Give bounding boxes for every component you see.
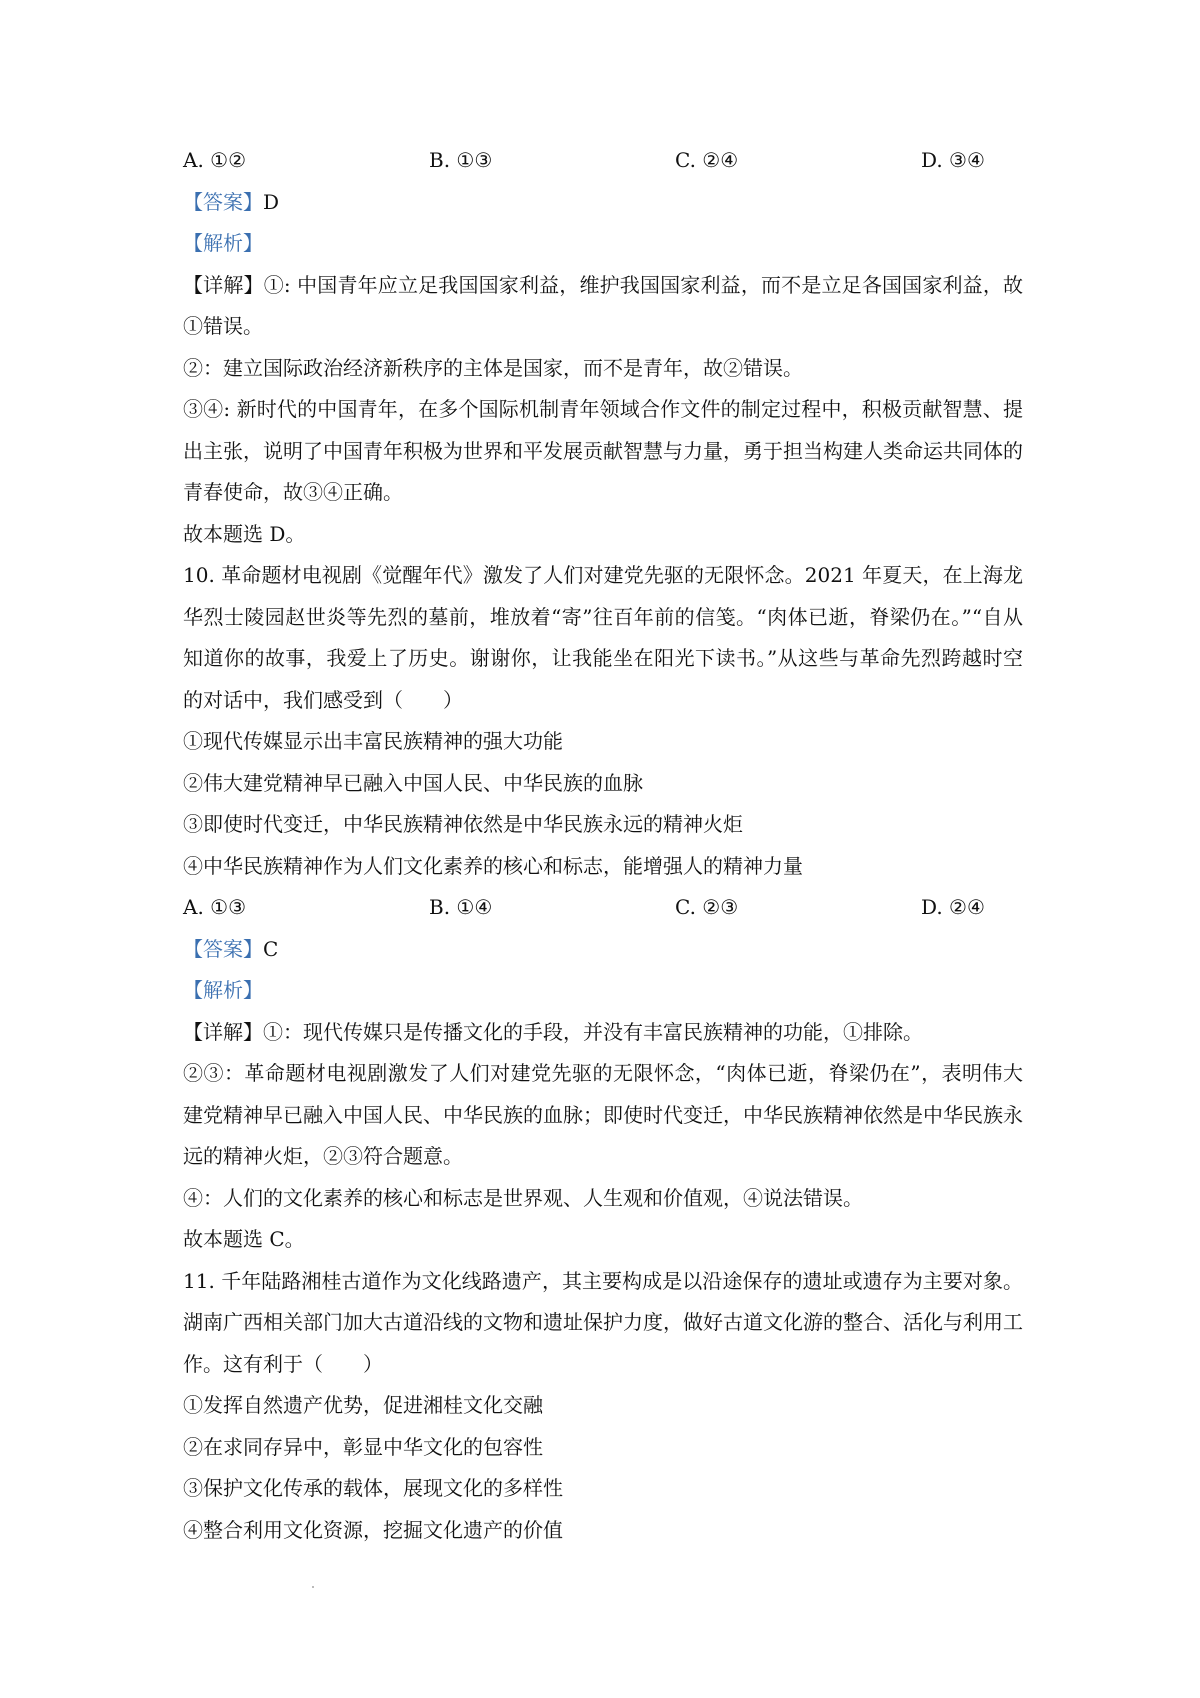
q10-options: [183, 887, 1023, 929]
q9-option-c: C. ②④: [675, 148, 739, 172]
q10-option-a: A. ①③: [183, 895, 247, 919]
page-content: [183, 140, 1023, 1551]
q9-options: [183, 140, 1023, 182]
q9-detail-tag: 【详解】: [183, 272, 264, 297]
q10-detail-1-text: ①：现代传媒只是传播文化的手段，并没有丰富民族精神的功能，①排除。: [263, 1019, 923, 1044]
q11-item-3: ③保护文化传承的载体，展现文化的多样性: [183, 1476, 563, 1500]
q11-item-2: ②在求同存异中，彰显中华文化的包容性: [183, 1434, 543, 1459]
q9-answer-tag: 【答案】: [183, 189, 263, 214]
q9-detail-2: ②：建立国际政治经济新秩序的主体是国家，而不是青年，故②错误。: [183, 355, 803, 380]
q9-answer: [183, 182, 1023, 224]
q10-option-c: C. ②③: [675, 895, 739, 919]
q10-option-d: D. ②④: [921, 895, 985, 919]
q10-analysis-heading: [183, 970, 1023, 1012]
q9-analysis-tag: 【解析】: [183, 231, 263, 255]
q9-detail-1: [183, 265, 1023, 348]
q9-option-a: A. ①②: [183, 148, 247, 172]
q10-item-3: ③即使时代变迁，中华民族精神依然是中华民族永远的精神火炬: [183, 812, 743, 836]
page-speck: [312, 1586, 314, 1588]
q10-option-b: B. ①④: [429, 895, 493, 919]
q10-item-1: ①现代传媒显示出丰富民族精神的强大功能: [183, 729, 563, 753]
q10-answer-tag: 【答案】: [183, 936, 263, 961]
q10-answer: [183, 929, 1023, 971]
q10-detail-3: ④：人们的文化素养的核心和标志是世界观、人生观和价值观，④说法错误。: [183, 1185, 863, 1210]
q11-stem: 11. 千年陆路湘桂古道作为文化线路遗产，其主要构成是以沿途保存的遗址或遗存为主要对象。湖南广西相关部门加大古道沿线的文物和遗址保护力度，做好古道文化游的整合、活化与利用工作。这有利于（ ）: [183, 1268, 1023, 1376]
q10-conclusion: 故本题选 C。: [183, 1227, 305, 1251]
q10-detail-2: ②③：革命题材电视剧激发了人们对建党先驱的无限怀念，“肉体已逝，脊梁仍在”，表明伟大建党精神早已融入中国人民、中华民族的血脉；即使时代变迁，中华民族精神依然是中华民族永远的精神火炬，②③符合题意。: [183, 1061, 1023, 1168]
q10-detail-1: [183, 1012, 1023, 1054]
q9-option-d: D. ③④: [921, 148, 985, 172]
q9-detail-1-text: ①: 中国青年应立足我国国家利益，维护我国国家利益，而不是立足各国国家利益，故①错误。: [183, 272, 1024, 338]
q10-answer-value: C: [263, 936, 279, 961]
q9-conclusion: 故本题选 D。: [183, 521, 306, 546]
q11-item-1: ①发挥自然遗产优势，促进湘桂文化交融: [183, 1393, 543, 1417]
q10-item-4: ④中华民族精神作为人们文化素养的核心和标志，能增强人的精神力量: [183, 853, 803, 878]
q9-option-b: B. ①③: [429, 148, 493, 172]
q11-item-4: ④整合利用文化资源，挖掘文化遗产的价值: [183, 1517, 563, 1542]
q10-item-2: ②伟大建党精神早已融入中国人民、中华民族的血脉: [183, 770, 643, 795]
q9-analysis-heading: [183, 223, 1023, 265]
q9-detail-3: ③④: 新时代的中国青年，在多个国际机制青年领域合作文件的制定过程中，积极贡献智慧、提出主张，说明了中国青年积极为世界和平发展贡献智慧与力量，勇于担当构建人类命运共同体的青春使命，故③④正确。: [183, 397, 1023, 504]
q10-detail-tag: 【详解】: [183, 1019, 263, 1044]
q10-analysis-tag: 【解析】: [183, 978, 263, 1002]
q10-stem: 10. 革命题材电视剧《觉醒年代》激发了人们对建党先驱的无限怀念。2021 年夏天，在上海龙华烈士陵园赵世炎等先烈的墓前，堆放着“寄”往百年前的信笺。“肉体已逝，脊梁仍在。”“自从知道你的故事，我爱上了历史。谢谢你，让我能坐在阳光下读书。”从这些与革命先烈跨越时空的对话中，我们感受到（ ）: [183, 563, 1023, 712]
q9-answer-value: D: [263, 189, 280, 214]
